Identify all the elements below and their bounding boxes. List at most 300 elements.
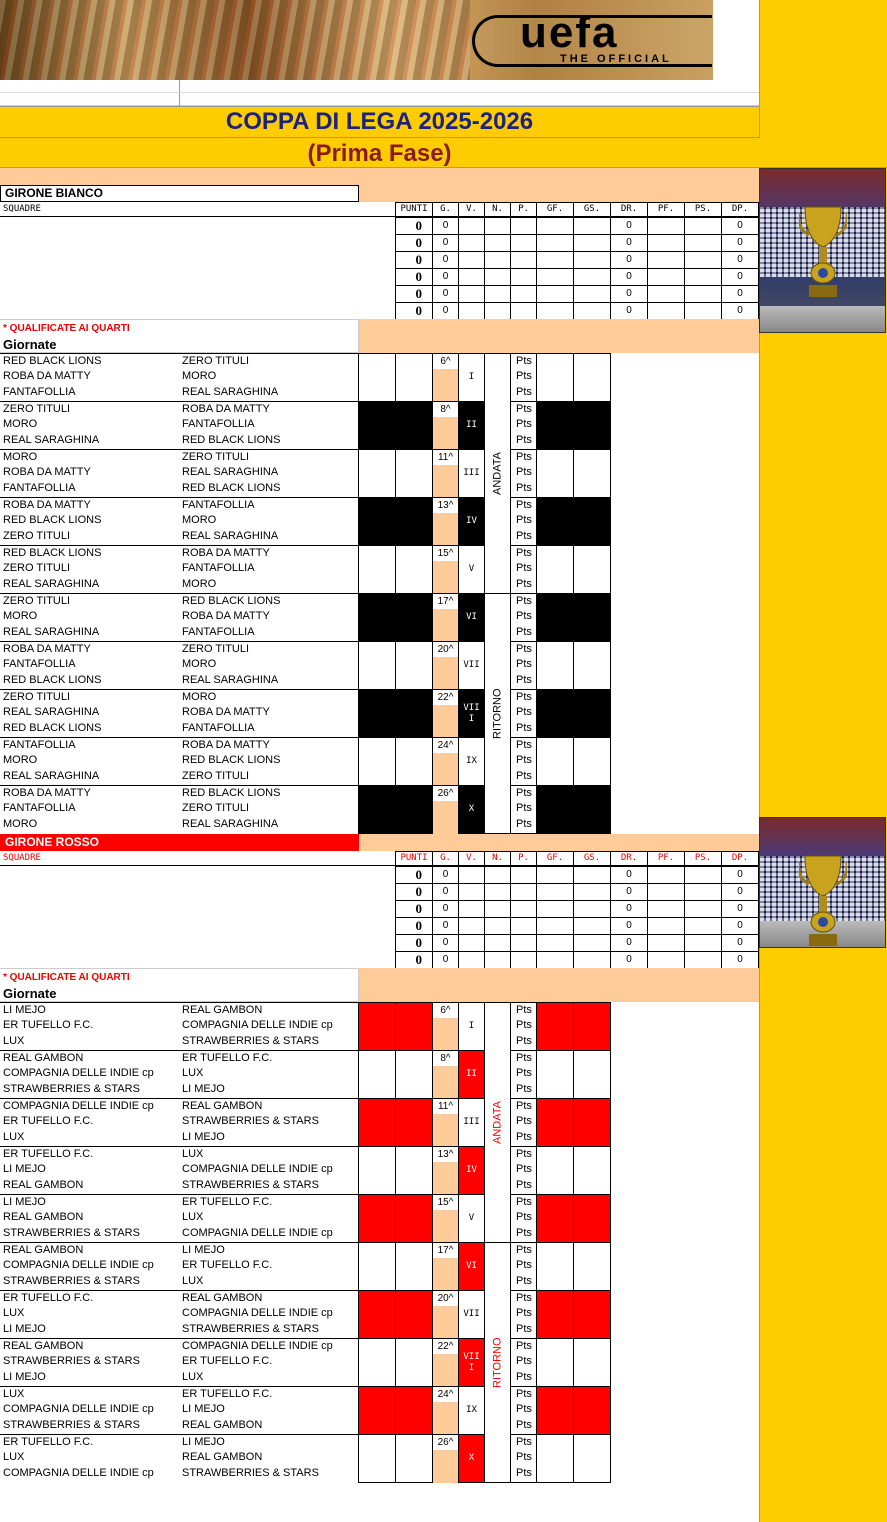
away-team: REAL GAMBON bbox=[179, 1098, 359, 1115]
score-box[interactable] bbox=[395, 401, 433, 450]
away-team: LUX bbox=[179, 1066, 359, 1083]
score-box[interactable] bbox=[358, 641, 396, 690]
score-box[interactable] bbox=[536, 1434, 574, 1483]
standing-dp: 0 bbox=[721, 917, 759, 935]
score-box[interactable] bbox=[395, 1146, 433, 1195]
peach-gap bbox=[433, 369, 458, 402]
pts-label: Pts bbox=[510, 1130, 537, 1147]
away-team: COMPAGNIA DELLE INDIE cp bbox=[179, 1018, 359, 1035]
standing-gs bbox=[573, 883, 611, 901]
round-roman: I bbox=[458, 353, 485, 402]
away-team: RED BLACK LIONS bbox=[179, 785, 359, 802]
score-box[interactable] bbox=[573, 1290, 611, 1339]
standing-gs bbox=[573, 951, 611, 969]
standing-p bbox=[510, 917, 537, 935]
standing-punti: 0 bbox=[395, 917, 433, 935]
peach-gap bbox=[433, 1258, 458, 1291]
score-box[interactable] bbox=[395, 1050, 433, 1099]
col-header-p: P. bbox=[510, 202, 537, 217]
away-team: RED BLACK LIONS bbox=[179, 481, 359, 498]
standing-dr: 0 bbox=[610, 302, 648, 320]
matchday-number: 13^ bbox=[432, 1146, 459, 1163]
round-roman: IX bbox=[458, 1386, 485, 1435]
standing-gs bbox=[573, 866, 611, 884]
score-box[interactable] bbox=[536, 1002, 574, 1051]
round-roman: IX bbox=[458, 737, 485, 786]
standing-p bbox=[510, 217, 537, 235]
score-box[interactable] bbox=[573, 1338, 611, 1387]
standing-pf bbox=[647, 866, 685, 884]
col-header-g: G. bbox=[432, 851, 459, 866]
away-team: REAL SARAGHINA bbox=[179, 385, 359, 402]
round-roman: V bbox=[458, 1194, 485, 1243]
pts-label: Pts bbox=[510, 1114, 537, 1131]
team-name-cell bbox=[0, 866, 180, 884]
matchday-number: 17^ bbox=[432, 1242, 459, 1259]
score-box[interactable] bbox=[536, 497, 574, 546]
home-team: LUX bbox=[0, 1306, 180, 1323]
standing-p bbox=[510, 866, 537, 884]
score-box[interactable] bbox=[395, 1386, 433, 1435]
score-box[interactable] bbox=[573, 641, 611, 690]
home-team: FANTAFOLLIA bbox=[0, 657, 180, 674]
pts-label: Pts bbox=[510, 353, 537, 370]
pts-label: Pts bbox=[510, 481, 537, 498]
away-team: REAL SARAGHINA bbox=[179, 529, 359, 546]
round-roman: VIII bbox=[458, 1338, 485, 1387]
score-box[interactable] bbox=[358, 1194, 396, 1243]
standing-dp: 0 bbox=[721, 900, 759, 918]
away-team: ER TUFELLO F.C. bbox=[179, 1050, 359, 1067]
pts-label: Pts bbox=[510, 1306, 537, 1323]
score-box[interactable] bbox=[358, 785, 396, 834]
andata-label: ANDATA bbox=[484, 353, 511, 594]
standing-pf bbox=[647, 934, 685, 952]
standing-dr: 0 bbox=[610, 268, 648, 286]
away-team: FANTAFOLLIA bbox=[179, 497, 359, 514]
team-name-cell bbox=[0, 268, 180, 286]
col-header-pf: PF. bbox=[647, 202, 685, 217]
standing-ps bbox=[684, 234, 722, 252]
home-team: MORO bbox=[0, 417, 180, 434]
standing-pf bbox=[647, 302, 685, 320]
pts-label: Pts bbox=[510, 529, 537, 546]
matchday-number: 6^ bbox=[432, 1002, 459, 1019]
score-box[interactable] bbox=[358, 1434, 396, 1483]
pts-label: Pts bbox=[510, 561, 537, 578]
home-team: STRAWBERRIES & STARS bbox=[0, 1226, 180, 1243]
matchday-number: 24^ bbox=[432, 1386, 459, 1403]
peach-gap bbox=[433, 1114, 458, 1147]
peach-gap bbox=[433, 561, 458, 594]
score-box[interactable] bbox=[573, 689, 611, 738]
score-box[interactable] bbox=[536, 593, 574, 642]
andata-label: ANDATA bbox=[484, 1002, 511, 1243]
away-team: LUX bbox=[179, 1146, 359, 1163]
peach-band bbox=[610, 353, 759, 833]
score-box[interactable] bbox=[395, 353, 433, 402]
standing-gf bbox=[536, 285, 574, 303]
standing-p bbox=[510, 951, 537, 969]
score-box[interactable] bbox=[395, 1098, 433, 1147]
standing-g: 0 bbox=[432, 883, 459, 901]
score-box[interactable] bbox=[573, 1002, 611, 1051]
pts-label: Pts bbox=[510, 1066, 537, 1083]
score-box[interactable] bbox=[536, 1050, 574, 1099]
standing-n bbox=[484, 285, 511, 303]
standing-pf bbox=[647, 234, 685, 252]
round-roman: VII bbox=[458, 1290, 485, 1339]
peach-gap bbox=[433, 1066, 458, 1099]
pts-label: Pts bbox=[510, 721, 537, 738]
standing-dr: 0 bbox=[610, 251, 648, 269]
away-team: LI MEJO bbox=[179, 1434, 359, 1451]
col-header-dp: DP. bbox=[721, 851, 759, 866]
peach-gap bbox=[433, 705, 458, 738]
pts-label: Pts bbox=[510, 1450, 537, 1467]
pts-label: Pts bbox=[510, 641, 537, 658]
pts-label: Pts bbox=[510, 465, 537, 482]
team-name-cell bbox=[0, 285, 180, 303]
score-box[interactable] bbox=[573, 1434, 611, 1483]
col-header-g: G. bbox=[432, 202, 459, 217]
home-team: ER TUFELLO F.C. bbox=[0, 1146, 180, 1163]
standing-ps bbox=[684, 883, 722, 901]
score-box[interactable] bbox=[395, 689, 433, 738]
score-box[interactable] bbox=[358, 401, 396, 450]
pts-label: Pts bbox=[510, 1322, 537, 1339]
home-team: LUX bbox=[0, 1130, 180, 1147]
page-subtitle: (Prima Fase) bbox=[307, 140, 452, 167]
pts-label: Pts bbox=[510, 657, 537, 674]
score-box[interactable] bbox=[536, 353, 574, 402]
score-box[interactable] bbox=[358, 497, 396, 546]
score-box[interactable] bbox=[573, 1146, 611, 1195]
standing-n bbox=[484, 934, 511, 952]
matchday-number: 6^ bbox=[432, 353, 459, 370]
score-box[interactable] bbox=[573, 785, 611, 834]
standing-dr: 0 bbox=[610, 883, 648, 901]
score-box[interactable] bbox=[573, 1194, 611, 1243]
away-team: ROBA DA MATTY bbox=[179, 545, 359, 562]
col-header-p: P. bbox=[510, 851, 537, 866]
matchday-number: 15^ bbox=[432, 545, 459, 562]
matchday-number: 17^ bbox=[432, 593, 459, 610]
score-box[interactable] bbox=[358, 1242, 396, 1291]
pts-label: Pts bbox=[510, 1210, 537, 1227]
score-box[interactable] bbox=[358, 1386, 396, 1435]
pts-label: Pts bbox=[510, 1082, 537, 1099]
standing-gf bbox=[536, 866, 574, 884]
score-box[interactable] bbox=[573, 545, 611, 594]
home-team: COMPAGNIA DELLE INDIE cp bbox=[0, 1466, 180, 1483]
away-team: LI MEJO bbox=[179, 1242, 359, 1259]
matchday-number: 20^ bbox=[432, 641, 459, 658]
standing-n bbox=[484, 302, 511, 320]
score-box[interactable] bbox=[536, 401, 574, 450]
score-box[interactable] bbox=[573, 353, 611, 402]
away-team: REAL GAMBON bbox=[179, 1450, 359, 1467]
home-team: MORO bbox=[0, 609, 180, 626]
col-header-v: V. bbox=[458, 202, 485, 217]
score-box[interactable] bbox=[573, 1050, 611, 1099]
standing-p bbox=[510, 285, 537, 303]
home-team: LI MEJO bbox=[0, 1322, 180, 1339]
home-team: REAL GAMBON bbox=[0, 1210, 180, 1227]
group-name: GIRONE BIANCO bbox=[0, 185, 359, 202]
score-box[interactable] bbox=[358, 737, 396, 786]
score-box[interactable] bbox=[395, 785, 433, 834]
away-team: ROBA DA MATTY bbox=[179, 401, 359, 418]
standing-p bbox=[510, 900, 537, 918]
home-team: REAL GAMBON bbox=[0, 1050, 180, 1067]
blank-cell bbox=[179, 320, 359, 337]
round-roman: III bbox=[458, 1098, 485, 1147]
score-box[interactable] bbox=[395, 1338, 433, 1387]
score-box[interactable] bbox=[395, 1194, 433, 1243]
away-team: COMPAGNIA DELLE INDIE cp bbox=[179, 1338, 359, 1355]
standing-g: 0 bbox=[432, 951, 459, 969]
standing-n bbox=[484, 951, 511, 969]
pts-label: Pts bbox=[510, 1290, 537, 1307]
score-box[interactable] bbox=[536, 641, 574, 690]
home-team: FANTAFOLLIA bbox=[0, 737, 180, 754]
standing-punti: 0 bbox=[395, 900, 433, 918]
standing-ps bbox=[684, 900, 722, 918]
standing-v bbox=[458, 934, 485, 952]
pts-label: Pts bbox=[510, 801, 537, 818]
standing-ps bbox=[684, 951, 722, 969]
standing-punti: 0 bbox=[395, 268, 433, 286]
score-box[interactable] bbox=[536, 449, 574, 498]
score-box[interactable] bbox=[573, 1242, 611, 1291]
standing-gs bbox=[573, 285, 611, 303]
standing-punti: 0 bbox=[395, 934, 433, 952]
score-box[interactable] bbox=[358, 449, 396, 498]
standing-p bbox=[510, 251, 537, 269]
pts-label: Pts bbox=[510, 593, 537, 610]
score-box[interactable] bbox=[395, 641, 433, 690]
peach-gap bbox=[433, 1450, 458, 1483]
score-box[interactable] bbox=[536, 1194, 574, 1243]
away-team: ROBA DA MATTY bbox=[179, 705, 359, 722]
standing-v bbox=[458, 302, 485, 320]
blank-cell bbox=[179, 969, 359, 986]
peach-band bbox=[358, 319, 759, 353]
score-box[interactable] bbox=[536, 545, 574, 594]
score-box[interactable] bbox=[395, 1242, 433, 1291]
score-box[interactable] bbox=[573, 1386, 611, 1435]
away-team: FANTAFOLLIA bbox=[179, 417, 359, 434]
score-box[interactable] bbox=[395, 1002, 433, 1051]
score-box[interactable] bbox=[536, 1290, 574, 1339]
standing-dr: 0 bbox=[610, 917, 648, 935]
score-box[interactable] bbox=[573, 401, 611, 450]
standing-punti: 0 bbox=[395, 251, 433, 269]
away-team: COMPAGNIA DELLE INDIE cp bbox=[179, 1226, 359, 1243]
score-box[interactable] bbox=[536, 1242, 574, 1291]
score-box[interactable] bbox=[536, 1386, 574, 1435]
score-box[interactable] bbox=[395, 1290, 433, 1339]
standing-dr: 0 bbox=[610, 900, 648, 918]
matchday-number: 11^ bbox=[432, 1098, 459, 1115]
matchday-number: 15^ bbox=[432, 1194, 459, 1211]
standing-g: 0 bbox=[432, 917, 459, 935]
col-header-dp: DP. bbox=[721, 202, 759, 217]
pts-label: Pts bbox=[510, 1018, 537, 1035]
score-box[interactable] bbox=[358, 353, 396, 402]
pts-label: Pts bbox=[510, 1370, 537, 1387]
standing-g: 0 bbox=[432, 934, 459, 952]
home-team: ROBA DA MATTY bbox=[0, 641, 180, 658]
home-team: LUX bbox=[0, 1450, 180, 1467]
standing-ps bbox=[684, 217, 722, 235]
standing-dp: 0 bbox=[721, 234, 759, 252]
standing-n bbox=[484, 900, 511, 918]
score-box[interactable] bbox=[358, 1338, 396, 1387]
pts-label: Pts bbox=[510, 1258, 537, 1275]
peach-gap bbox=[433, 1018, 458, 1051]
standing-ps bbox=[684, 268, 722, 286]
standing-v bbox=[458, 268, 485, 286]
score-box[interactable] bbox=[573, 497, 611, 546]
team-name-cell bbox=[0, 302, 180, 320]
standing-punti: 0 bbox=[395, 951, 433, 969]
score-box[interactable] bbox=[573, 1098, 611, 1147]
standing-n bbox=[484, 268, 511, 286]
standing-g: 0 bbox=[432, 234, 459, 252]
score-box[interactable] bbox=[395, 593, 433, 642]
standing-gs bbox=[573, 234, 611, 252]
score-box[interactable] bbox=[536, 1338, 574, 1387]
home-team: FANTAFOLLIA bbox=[0, 801, 180, 818]
score-box[interactable] bbox=[395, 545, 433, 594]
team-blank-cell bbox=[179, 302, 396, 320]
away-team: MORO bbox=[179, 657, 359, 674]
score-box[interactable] bbox=[358, 1146, 396, 1195]
score-box[interactable] bbox=[395, 1434, 433, 1483]
score-box[interactable] bbox=[358, 1098, 396, 1147]
away-team: STRAWBERRIES & STARS bbox=[179, 1034, 359, 1051]
home-team: FANTAFOLLIA bbox=[0, 385, 180, 402]
standing-n bbox=[484, 866, 511, 884]
away-team: MORO bbox=[179, 513, 359, 530]
round-roman: V bbox=[458, 545, 485, 594]
away-team: LI MEJO bbox=[179, 1402, 359, 1419]
score-box[interactable] bbox=[573, 593, 611, 642]
standing-p bbox=[510, 302, 537, 320]
col-header-dr: DR. bbox=[610, 851, 648, 866]
peach-gap bbox=[433, 1402, 458, 1435]
standing-gs bbox=[573, 302, 611, 320]
home-team: MORO bbox=[0, 449, 180, 466]
away-team: ZERO TITULI bbox=[179, 449, 359, 466]
home-team: FANTAFOLLIA bbox=[0, 481, 180, 498]
home-team: REAL SARAGHINA bbox=[0, 769, 180, 786]
score-box[interactable] bbox=[536, 1098, 574, 1147]
standing-pf bbox=[647, 917, 685, 935]
score-box[interactable] bbox=[536, 737, 574, 786]
home-team: RED BLACK LIONS bbox=[0, 721, 180, 738]
score-box[interactable] bbox=[573, 449, 611, 498]
score-box[interactable] bbox=[573, 737, 611, 786]
home-team: COMPAGNIA DELLE INDIE cp bbox=[0, 1258, 180, 1275]
home-team: ZERO TITULI bbox=[0, 593, 180, 610]
peach-gap bbox=[433, 1162, 458, 1195]
team-blank-cell bbox=[179, 234, 396, 252]
team-name-cell bbox=[0, 951, 180, 969]
score-box[interactable] bbox=[395, 449, 433, 498]
home-team: RED BLACK LIONS bbox=[0, 545, 180, 562]
score-box[interactable] bbox=[395, 737, 433, 786]
team-name-cell bbox=[0, 917, 180, 935]
team-blank-cell bbox=[179, 251, 396, 269]
team-blank-cell bbox=[179, 285, 396, 303]
score-box[interactable] bbox=[536, 785, 574, 834]
away-team: STRAWBERRIES & STARS bbox=[179, 1322, 359, 1339]
score-box[interactable] bbox=[358, 689, 396, 738]
pts-label: Pts bbox=[510, 1162, 537, 1179]
standing-dr: 0 bbox=[610, 217, 648, 235]
score-box[interactable] bbox=[358, 1002, 396, 1051]
col-header-v: V. bbox=[458, 851, 485, 866]
pts-label: Pts bbox=[510, 1274, 537, 1291]
home-team: LUX bbox=[0, 1034, 180, 1051]
matchday-number: 26^ bbox=[432, 1434, 459, 1451]
standing-v bbox=[458, 217, 485, 235]
standing-v bbox=[458, 883, 485, 901]
away-team: LI MEJO bbox=[179, 1082, 359, 1099]
score-box[interactable] bbox=[358, 593, 396, 642]
score-box[interactable] bbox=[536, 689, 574, 738]
home-team: REAL GAMBON bbox=[0, 1242, 180, 1259]
away-team: ZERO TITULI bbox=[179, 353, 359, 370]
score-box[interactable] bbox=[358, 1050, 396, 1099]
matchday-number: 8^ bbox=[432, 1050, 459, 1067]
standing-gf bbox=[536, 883, 574, 901]
standing-g: 0 bbox=[432, 217, 459, 235]
standing-dr: 0 bbox=[610, 934, 648, 952]
standing-v bbox=[458, 866, 485, 884]
away-team: REAL SARAGHINA bbox=[179, 673, 359, 690]
round-roman: III bbox=[458, 449, 485, 498]
away-team: COMPAGNIA DELLE INDIE cp bbox=[179, 1306, 359, 1323]
home-team: ROBA DA MATTY bbox=[0, 785, 180, 802]
pts-label: Pts bbox=[510, 1338, 537, 1355]
team-blank-cell bbox=[179, 268, 396, 286]
standing-gf bbox=[536, 251, 574, 269]
score-box[interactable] bbox=[536, 1146, 574, 1195]
peach-gap bbox=[433, 417, 458, 450]
col-header-punti: PUNTI bbox=[395, 851, 433, 866]
group-name: GIRONE ROSSO bbox=[0, 834, 359, 851]
peach-band bbox=[610, 1002, 759, 1482]
uefa-logo-subtitle: THE OFFICIAL bbox=[560, 53, 672, 65]
pts-label: Pts bbox=[510, 1434, 537, 1451]
home-team: RED BLACK LIONS bbox=[0, 513, 180, 530]
score-box[interactable] bbox=[358, 1290, 396, 1339]
standing-pf bbox=[647, 285, 685, 303]
standing-dp: 0 bbox=[721, 951, 759, 969]
score-box[interactable] bbox=[395, 497, 433, 546]
standing-ps bbox=[684, 285, 722, 303]
standing-n bbox=[484, 917, 511, 935]
team-blank-cell bbox=[179, 866, 396, 884]
col-header-n: N. bbox=[484, 851, 511, 866]
score-box[interactable] bbox=[358, 545, 396, 594]
standing-gf bbox=[536, 900, 574, 918]
standing-dp: 0 bbox=[721, 251, 759, 269]
